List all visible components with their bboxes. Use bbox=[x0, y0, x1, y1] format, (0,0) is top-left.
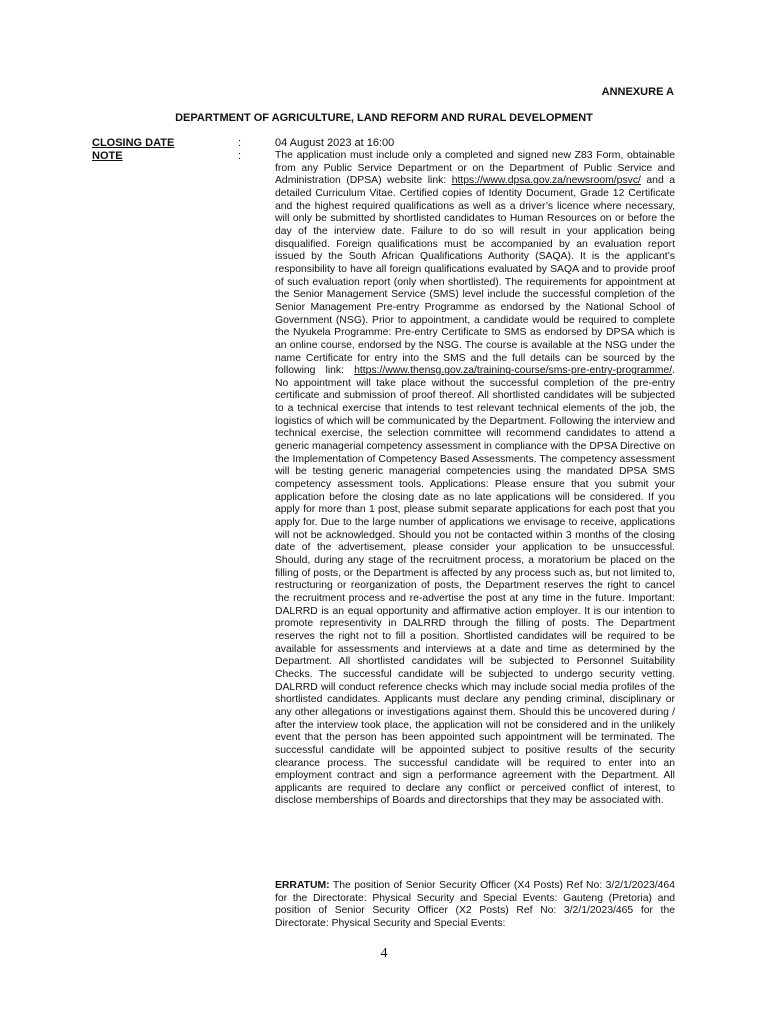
closing-date-colon: : bbox=[238, 137, 242, 149]
erratum-text: The position of Senior Security Officer (X4 Posts) Ref No: 3/2/1/2023/464 for the Directorate: Physical Security and Special Events: Gauteng (Pretoria) and position of Senior Security Officer (X2 Posts) Ref No: 3/2/1/2023/465 for the Directorate: Physical Security and Special Events: bbox=[275, 880, 675, 929]
erratum-paragraph bbox=[275, 880, 675, 931]
note-text-part-2: and a detailed Curriculum Vitae. Certified copies of Identity Document, Grade 12 Certificate and the highest required qualifications as well as a driver’s licence where necessary, will only be submitted by shortlisted candidates to Human Resources on or before the day of the interview date. Failure to do so will result in your application being disqualified. Foreign qualifications must be accompanied by an evaluation report issued by the South African Qualifications Authority (SAQA). It is the applicant’s responsibility to have all foreign qualifications evaluated by SAQA and to provide proof of such evaluation report (only when shortlisted). The requirements for appointment at the Senior Management Service (SMS) level include the successful completion of the Senior Management Pre-entry Programme as endorsed by the National School of Government (NSG). Prior to appointment, a candidate would be required to complete the Nyukela Programme: Pre-entry Certificate to SMS as endorsed by DPSA which is an online course, endorsed by the NSG. The course is available at the NSG under the name Certificate for entry into the SMS and the full details can be sourced by the following link: bbox=[275, 175, 675, 377]
annexure-heading: ANNEXURE A bbox=[601, 86, 674, 98]
page-number: 4 bbox=[380, 946, 388, 961]
closing-date-label: CLOSING DATE bbox=[92, 137, 175, 149]
nsg-training-course-link[interactable]: https://www.thensg.gov.za/training-course/sms-pre-entry-programme/ bbox=[354, 365, 673, 377]
closing-date-value: 04 August 2023 at 16:00 bbox=[275, 137, 395, 149]
dpsa-newsroom-link[interactable]: https://www.dpsa.gov.za/newsroom/psvc/ bbox=[451, 175, 641, 187]
note-colon: : bbox=[238, 150, 242, 162]
note-text-part-3: . No appointment will take place without the successful completion of the pre-entry certificate and submission of proof thereof. All shortlisted candidates will be subjected to a technical exercise that intends to test relevant technical elements of the job, the logistics of which will be communicated by the Department. Following the interview and technical exercise, the selection committee will recommend candidates to attend a generic managerial competency assessment in compliance with the DPSA Directive on the Implementation of Competency Based Assessments. The competency assessment will be testing generic managerial competencies using the mandated DPSA SMS competency assessment tools. Applications: Please ensure that you submit your application before the closing date as no late applications will be considered. If you apply for more than 1 post, please submit separate applications for each post that you apply for. Due to the large number of applications we envisage to receive, applications will not be acknowledged. Should you not be contacted within 3 months of the closing date of the advertisement, please consider your application to be unsuccessful. Should, during any stage of the recruitment process, a moratorium be placed on the filling of posts, or the Department is affected by any process such as, but not limited to, restructuring or reorganization of posts, the Department reserves the right to cancel the recruitment process and re-advertise the post at any time in the future. Important: DALRRD is an equal opportunity and affirmative action employer. It is our intention to promote representivity in DALRRD through the filling of posts. The Department reserves the right not to fill a position. Shortlisted candidates will be required to be available for assessments and interviews at a date and time as determined by the Department. All shortlisted candidates will be subjected to Personnel Suitability Checks. The successful candidate will be subjected to undergo security vetting. DALRRD will conduct reference checks which may include social media profiles of the shortlisted candidates. Applicants must declare any pending criminal, disciplinary or any other allegations or investigations against them. Should this be uncovered during / after the interview took place, the application will not be considered and in the unlikely event that the person has been appointed such appointment will be terminated. The successful candidate will be appointed subject to positive results of the security clearance process. The successful candidate will be required to enter into an employment contract and sign a performance agreement with the Department. All applicants are required to declare any conflict or perceived conflict of interest, to disclose memberships of Boards and directorships that they may be associated with. bbox=[275, 365, 675, 807]
note-body bbox=[275, 150, 675, 808]
department-title: DEPARTMENT OF AGRICULTURE, LAND REFORM AND RURAL DEVELOPMENT bbox=[175, 112, 593, 124]
note-text-part-1: The application must include only a completed and signed new Z83 Form, obtainable from any Public Service Department or on the Department of Public Service and Administration (DPSA) website link: bbox=[275, 150, 675, 187]
note-label: NOTE bbox=[92, 150, 123, 162]
erratum-label: ERRATUM: bbox=[275, 880, 330, 891]
